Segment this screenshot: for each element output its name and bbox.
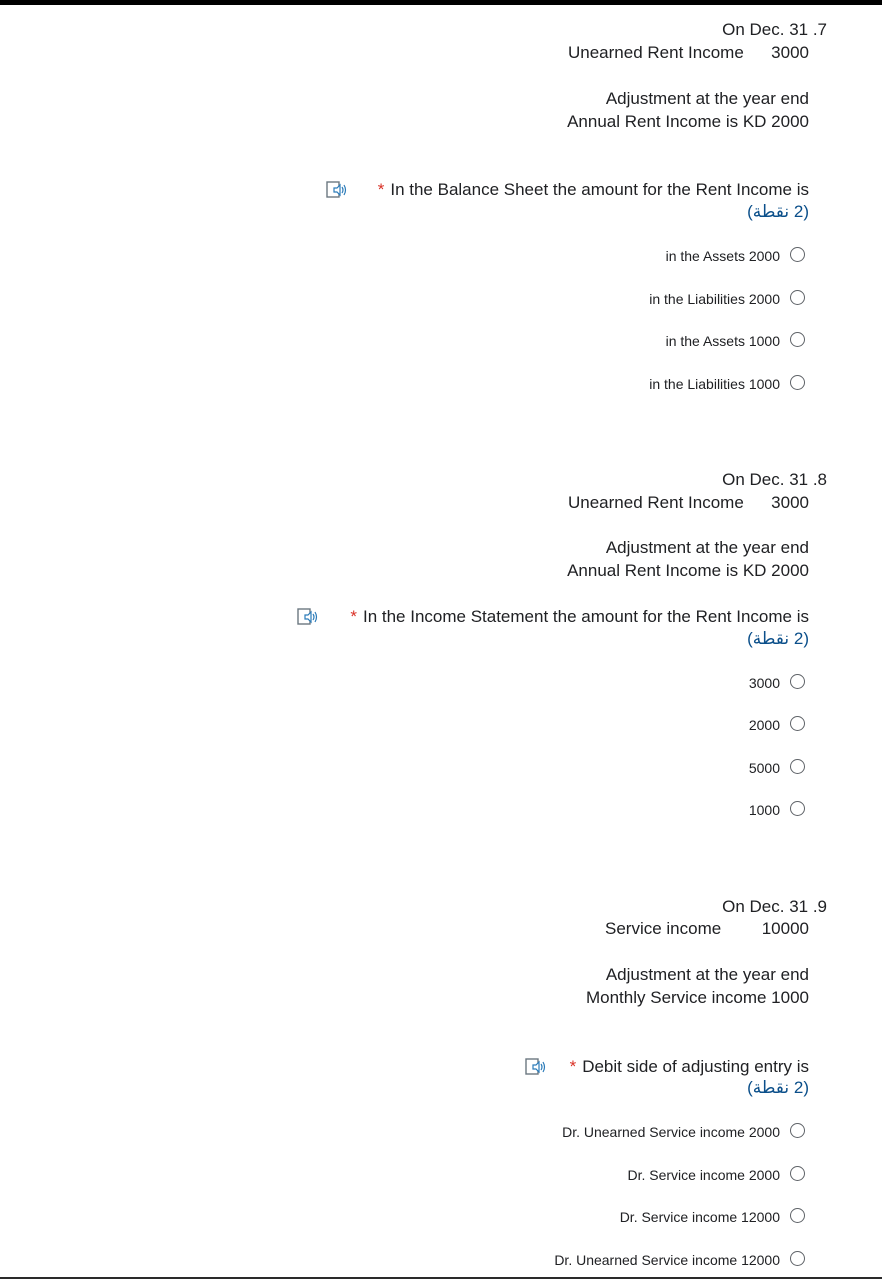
q9-option-4-radio[interactable] xyxy=(790,1251,805,1266)
q8-title-text: In the Income Statement the amount for the Rent Income is xyxy=(362,607,809,626)
q9-points: (2 نقطة) xyxy=(747,1078,809,1097)
q9-option-2-label[interactable]: Dr. Service income 2000 xyxy=(627,1167,780,1183)
speaker-icon[interactable] xyxy=(326,180,348,200)
q7-title xyxy=(378,179,809,201)
top-bar xyxy=(0,0,882,5)
q8-title xyxy=(350,606,809,628)
q9-option-4-label[interactable]: Dr. Unearned Service income 12000 xyxy=(554,1252,780,1268)
bottom-divider xyxy=(0,1277,882,1279)
q7-title-text: In the Balance Sheet the amount for the Rent Income is xyxy=(390,180,809,199)
q7-option-1-radio[interactable] xyxy=(790,247,805,262)
q8-option-4-radio[interactable] xyxy=(790,801,805,816)
q9-given-value: 10000 xyxy=(761,919,809,938)
required-asterisk: * xyxy=(350,607,357,626)
q9-heading: On Dec. 31 .9 xyxy=(722,897,827,916)
q9-option-1-radio[interactable] xyxy=(790,1123,805,1138)
q9-given-label: Service income xyxy=(605,919,722,938)
q8-option-1-radio[interactable] xyxy=(790,674,805,689)
q7-adjust-line1: Adjustment at the year end xyxy=(605,89,809,108)
q7-option-4-radio[interactable] xyxy=(790,375,805,390)
q8-heading: On Dec. 31 .8 xyxy=(722,470,827,489)
q7-option-2-label[interactable]: in the Liabilities 2000 xyxy=(649,291,780,307)
q9-adjust-line1: Adjustment at the year end xyxy=(605,965,809,984)
q7-option-4-label[interactable]: in the Liabilities 1000 xyxy=(649,376,780,392)
q8-option-4-label[interactable]: 1000 xyxy=(748,802,780,818)
q8-option-1-label[interactable]: 3000 xyxy=(748,675,780,691)
q7-option-2-radio[interactable] xyxy=(790,290,805,305)
q7-given-value: 3000 xyxy=(771,43,809,62)
q9-option-1-label[interactable]: Dr. Unearned Service income 2000 xyxy=(562,1124,780,1140)
q8-given-value: 3000 xyxy=(771,493,809,512)
q7-option-3-radio[interactable] xyxy=(790,332,805,347)
q7-given-label: Unearned Rent Income xyxy=(568,43,744,62)
q7-option-1-label[interactable]: in the Assets 2000 xyxy=(665,248,780,264)
q9-title xyxy=(570,1056,809,1078)
q9-option-2-radio[interactable] xyxy=(790,1166,805,1181)
q8-option-3-label[interactable]: 5000 xyxy=(748,760,780,776)
q7-points: (2 نقطة) xyxy=(747,202,809,221)
q8-adjust-line1: Adjustment at the year end xyxy=(605,538,809,557)
required-asterisk: * xyxy=(377,180,385,199)
q8-option-2-label[interactable]: 2000 xyxy=(748,717,780,733)
q8-points: (2 نقطة) xyxy=(747,629,809,648)
q8-option-3-radio[interactable] xyxy=(790,759,805,774)
q9-option-3-label[interactable]: Dr. Service income 12000 xyxy=(619,1209,780,1225)
required-asterisk: * xyxy=(569,1057,577,1076)
q9-option-3-radio[interactable] xyxy=(790,1208,805,1223)
q9-title-text: Debit side of adjusting entry is xyxy=(582,1057,809,1076)
q7-option-3-label[interactable]: in the Assets 1000 xyxy=(665,333,780,349)
q9-adjust-line2: Monthly Service income 1000 xyxy=(585,988,809,1007)
q8-given-label: Unearned Rent Income xyxy=(568,493,744,512)
speaker-icon[interactable] xyxy=(525,1057,547,1077)
q7-heading: On Dec. 31 .7 xyxy=(722,20,827,39)
speaker-icon[interactable] xyxy=(297,607,319,627)
q7-adjust-line2: Annual Rent Income is KD 2000 xyxy=(567,112,809,131)
q8-adjust-line2: Annual Rent Income is KD 2000 xyxy=(567,561,809,580)
q8-option-2-radio[interactable] xyxy=(790,716,805,731)
